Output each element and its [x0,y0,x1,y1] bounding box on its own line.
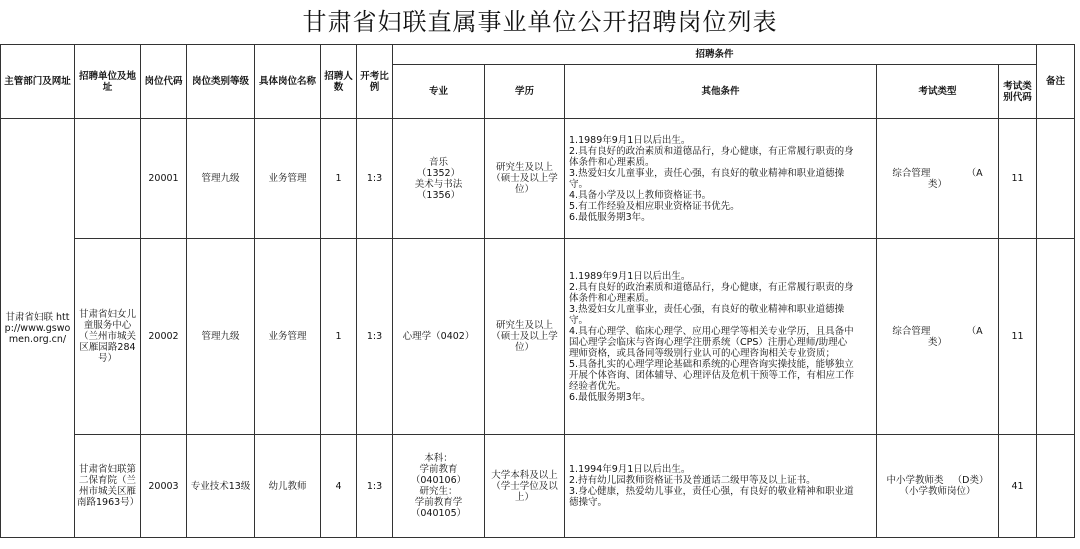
major-cell: 心理学（0402） [393,239,485,435]
exam-type-cell: 中小学教师类 （D类） （小学教师岗位） [877,435,999,538]
unit-cell-empty [75,119,141,239]
header-dept: 主管部门及网址 [1,45,75,119]
header-exam-type: 考试类型 [877,65,999,119]
exam-type-cell: 综合管理 （A 类） [877,119,999,239]
table-row [1,435,1075,538]
header-count: 招聘人数 [321,45,357,119]
code-cell: 20002 [141,239,187,435]
code-cell: 20001 [141,119,187,239]
header-education: 学历 [485,65,565,119]
position-cell: 幼儿教师 [255,435,321,538]
header-ratio: 开考比例 [357,45,393,119]
count-cell: 4 [321,435,357,538]
position-cell: 业务管理 [255,239,321,435]
header-unit: 招聘单位及地址 [75,45,141,119]
unit-cell: 甘肃省妇女儿童服务中心（兰州市城关区雁园路284号） [75,239,141,435]
major-cell: 音乐 （1352） 美术与书法 （1356） [393,119,485,239]
major-cell: 本科： 学前教育 （040106） 研究生： 学前教育学 （040105） [393,435,485,538]
header-remark: 备注 [1037,45,1075,119]
table-row [1,119,1075,239]
exam-type-cell: 综合管理 （A 类） [877,239,999,435]
remark-cell [1037,119,1075,239]
education-cell: 大学本科及以上（学士学位及以上） [485,435,565,538]
count-cell: 1 [321,119,357,239]
category-cell: 专业技术13级 [187,435,255,538]
recruitment-table [0,44,1075,538]
page-title: 甘肃省妇联直属事业单位公开招聘岗位列表 [302,8,778,36]
remark-cell [1037,435,1075,538]
header-other: 其他条件 [565,65,877,119]
header-major: 专业 [393,65,485,119]
code-cell: 20003 [141,435,187,538]
header-category: 岗位类别等级 [187,45,255,119]
category-cell: 管理九级 [187,119,255,239]
header-position: 具体岗位名称 [255,45,321,119]
ratio-cell: 1:3 [357,435,393,538]
category-cell: 管理九级 [187,239,255,435]
exam-code-cell: 11 [999,239,1037,435]
header-exam-code: 考试类别代码 [999,65,1037,119]
other-conditions-cell: 1.1989年9月1日以后出生。 2.具有良好的政治素质和道德品行，身心健康，有正常履行职责的身 体条件和心理素质。 3.热爱妇女儿童事业，责任心强，有良好的敬业精神和职业道德操 守。 4.具有心理学、临床心理学、应用心理学等相关专业学历，且具备中 国心理学会临床与咨询心理学注册系统（CPS）注册心理师/助理心 理师资格，或具备同等级别行业认可的心理咨询相关专业资质； 5.具备扎实的心理学理论基础和系统的心理咨询实操技能，能够独立 开展个体咨询、团体辅导、心理评估及危机干预等工作，有相应工作 经验者优先。 6.最低服务期3年。 [565,239,877,435]
header-conditions: 招聘条件 [393,45,1037,65]
position-cell: 业务管理 [255,119,321,239]
header-code: 岗位代码 [141,45,187,119]
exam-code-cell: 11 [999,119,1037,239]
count-cell: 1 [321,239,357,435]
exam-code-cell: 41 [999,435,1037,538]
remark-cell [1037,239,1075,435]
ratio-cell: 1:3 [357,119,393,239]
dept-cell: 甘肃省妇联 http://www.gswomen.org.cn/ [1,119,75,538]
table-row [1,239,1075,435]
unit-cell: 甘肃省妇联第二保育院（兰州市城关区雁南路1963号） [75,435,141,538]
other-conditions-cell: 1.1994年9月1日以后出生。 2.持有幼儿园教师资格证书及普通话二级甲等及以上证书。 3.身心健康，热爱幼儿事业，责任心强，有良好的敬业精神和职业道 德操守。 [565,435,877,538]
other-conditions-cell: 1.1989年9月1日以后出生。 2.具有良好的政治素质和道德品行，身心健康，有正常履行职责的身 体条件和心理素质。 3.热爱妇女儿童事业，责任心强，有良好的敬业精神和职业道德操 守。 4.具备小学及以上教师资格证书。 5.有工作经验及相应职业资格证书优先。 6.最低服务期3年。 [565,119,877,239]
education-cell: 研究生及以上（硕士及以上学位） [485,119,565,239]
education-cell: 研究生及以上（硕士及以上学位） [485,239,565,435]
ratio-cell: 1:3 [357,239,393,435]
